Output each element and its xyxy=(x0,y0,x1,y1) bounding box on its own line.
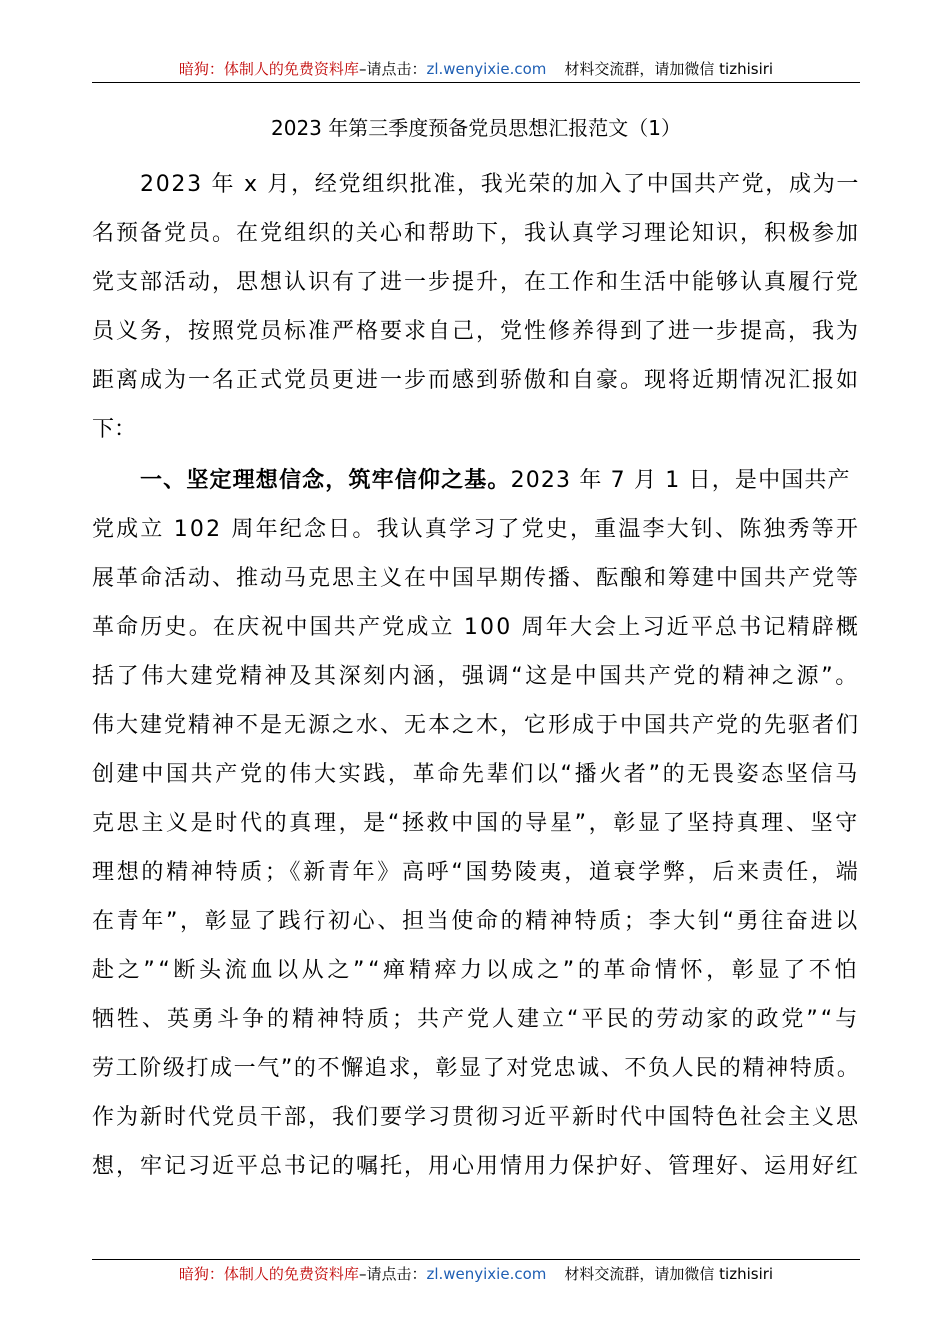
body-line: 名预备党员。在党组织的关心和帮助下，我认真学习理论知识，积极参加 xyxy=(92,221,861,246)
body-line: 克思主义是时代的真理，是“拯救中国的导星”，彰显了坚持真理、坚守 xyxy=(92,811,860,836)
body-line: 下： xyxy=(92,417,137,442)
body-line: 党成立 102 周年纪念日。我认真学习了党史，重温李大钊、陈独秀等开 xyxy=(92,517,861,542)
body-line: 革命历史。在庆祝中国共产党成立 100 周年大会上习近平总书记精辟概 xyxy=(92,615,861,640)
footer-prompt: –请点击： xyxy=(358,1265,427,1283)
body-line: 作为新时代党员干部，我们要学习贯彻习近平新时代中国特色社会主义思 xyxy=(92,1105,861,1130)
body-line: 伟大建党精神不是无源之水、无本之木，它形成于中国共产党的先驱者们 xyxy=(92,713,861,738)
header-wechat-group: 材料交流群，请加微信 tizhisiri xyxy=(564,60,774,78)
body-line: 赴之”“断头流血以从之”“瘅精瘁力以成之”的革命情怀，彰显了不怕 xyxy=(92,958,861,983)
body-line: 距离成为一名正式党员更进一步而感到骄傲和自豪。现将近期情况汇报如 xyxy=(92,368,861,393)
header-site-name: 暗狗：体制人的免费资料库 xyxy=(178,60,359,78)
body-line: 牺牲、英勇斗争的精神特质；共产党人建立“平民的劳动家的政党”“与 xyxy=(92,1007,861,1032)
body-line: 劳工阶级打成一气”的不懈追求，彰显了对党忠诚、不负人民的精神特质。 xyxy=(92,1056,861,1081)
body-line: 2023 年 x 月，经党组织批准，我光荣的加入了中国共产党，成为一 xyxy=(140,172,861,197)
body-line: 在青年”，彰显了践行初心、担当使命的精神特质；李大钊“勇往奋进以 xyxy=(92,909,860,934)
footer-url-link[interactable]: zl.wenyixie.com xyxy=(426,1265,547,1283)
section-1-heading: 一、坚定理想信念，筑牢信仰之基。 xyxy=(140,468,511,493)
page-footer xyxy=(92,1261,860,1287)
footer-site-name: 暗狗：体制人的免费资料库 xyxy=(178,1265,359,1283)
footer-wechat-group: 材料交流群，请加微信 tizhisiri xyxy=(564,1265,774,1283)
footer-divider xyxy=(92,1259,860,1260)
page-header xyxy=(92,56,860,82)
header-prompt: –请点击： xyxy=(358,60,427,78)
body-line: 括了伟大建党精神及其深刻内涵，强调“这是中国共产党的精神之源”。 xyxy=(92,664,860,689)
body-line: 员义务，按照党员标准严格要求自己，党性修养得到了进一步提高，我为 xyxy=(92,319,861,344)
body-line: 党支部活动，思想认识有了进一步提升，在工作和生活中能够认真履行党 xyxy=(92,270,861,295)
body-line: 想，牢记习近平总书记的嘱托，用心用情用力保护好、管理好、运用好红 xyxy=(92,1154,861,1179)
section-1-first-line xyxy=(140,456,851,505)
document-title: 2023 年第三季度预备党员思想汇报范文（1） xyxy=(271,116,681,140)
header-divider xyxy=(92,82,860,83)
body-line: 理想的精神特质；《新青年》高呼“国势陵夷，道衰学弊，后来责任，端 xyxy=(92,860,861,885)
section-1-first-text: 2023 年 7 月 1 日，是中国共产 xyxy=(510,468,851,493)
body-line: 创建中国共产党的伟大实践，革命先辈们以“播火者”的无畏姿态坚信马 xyxy=(92,762,860,787)
body-line: 展革命活动、推动马克思主义在中国早期传播、酝酿和筹建中国共产党等 xyxy=(92,566,861,591)
header-url-link[interactable]: zl.wenyixie.com xyxy=(426,60,547,78)
